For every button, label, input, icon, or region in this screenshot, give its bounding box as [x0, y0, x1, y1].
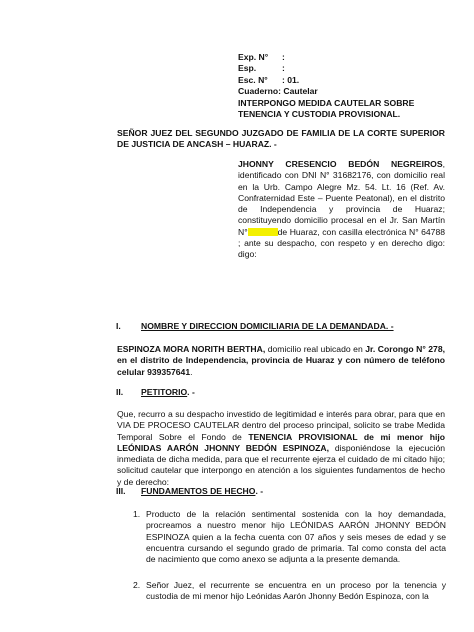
intro-text-2: de Huaraz, con casilla electrónica N° 64788 ; ante su despacho, con respeto y en derecho digo: digo:	[238, 226, 445, 260]
section-2-bold: TENENCIA PROVISIONAL de mi menor hijo LEÓNIDAS AARÓN JHONNY BEDÓN ESPINOZA,	[117, 431, 445, 453]
section-1-text-1: domicilio real ubicado en	[265, 344, 366, 354]
section-3-title-suffix: . -	[255, 486, 264, 496]
section-2-text-1: Que, recurro a su despacho investido de legitimidad e interés para obrar, para que en VIA DE PROCESO CAUTELAR dentro del proceso principal, solicito se trabe Medida Temporal Sobre el Fondo de	[117, 409, 445, 442]
esc-row	[238, 75, 458, 86]
section-2-title: PETITORIO	[141, 387, 188, 397]
sumilla-line-2: TENENCIA Y CUSTODIA PROVISIONAL.	[238, 108, 401, 119]
list-item-text: Señor Juez, el recurrente se encuentra en un proceso por la tenencia y custodia de mi menor hijo Leónidas Aarón Jhonny Bedón Espinoza, con la	[146, 580, 446, 602]
list-item	[133, 509, 446, 565]
highlighted-blank	[248, 228, 278, 236]
section-2-number: II.	[116, 387, 124, 397]
esp-value: :	[282, 63, 285, 74]
intro-paragraph	[238, 159, 445, 261]
case-header	[238, 52, 458, 120]
section-1-heading	[116, 321, 446, 332]
section-2-heading	[116, 387, 446, 398]
section-2-body	[117, 409, 445, 488]
section-1-body	[117, 344, 445, 378]
addressee: SEÑOR JUEZ DEL SEGUNDO JUZGADO DE FAMILIA DE LA CORTE SUPERIOR DE JUSTICIA DE ANCASH – HUARAZ. -	[117, 128, 445, 150]
esc-value: : 01.	[282, 74, 300, 85]
cuaderno-line: Cuaderno: Cautelar	[238, 86, 318, 97]
esc-label: Esc. N°	[238, 74, 268, 85]
esp-label: Esp.	[238, 63, 257, 74]
plaintiff-name: JHONNY CRESENCIO BEDÓN NEGREIROS	[238, 159, 443, 169]
section-2-title-suffix: . -	[187, 387, 195, 397]
exp-value: :	[282, 52, 285, 62]
exp-row	[238, 52, 458, 63]
defendant-name: ESPINOZA MORA NORITH BERTHA,	[117, 344, 266, 354]
defendant-address: Jr. Corongo N° 278, en el distrito de Independencia, provincia de Huaraz y con número de teléfono celular 939357641	[117, 344, 445, 377]
section-3-heading	[116, 486, 446, 497]
section-3-title: FUNDAMENTOS DE HECHO	[141, 486, 256, 496]
list-item-text: Producto de la relación sentimental sostenida con la hoy demandada, procreamos a nuestro menor hijo LEÓNIDAS AARÓN JHONNY BEDÓN ESPINOZA quien a la fecha cuenta con 07 años y seis meses de edad y se encuentra cursando el segundo grado de primaria. Tal como consta del acta de nacimiento que como anexo se adjunta a la presente demanda.	[146, 509, 446, 565]
intro-text-1: , identificado con DNI N° 31682176, con domicilio real en la Urb. Campo Alegre Mz. 54. Lt. 16 (Ref. Av. Confraternidad Este – Puente Peatonal), en el distrito de Independencia y provincia de Huaraz; constituyendo domicilio procesal en el Jr. San Martín N°	[238, 159, 445, 237]
exp-label: Exp. N°	[238, 52, 269, 62]
esp-row	[238, 63, 458, 74]
list-item-number: 1.	[133, 509, 141, 519]
list-item-number: 2.	[133, 580, 141, 590]
sumilla-line-1: INTERPONGO MEDIDA CAUTELAR SOBRE	[238, 97, 415, 108]
section-1-title: NOMBRE Y DIRECCION DOMICILIARIA DE LA DEMANDADA. -	[141, 321, 394, 331]
list-item	[133, 580, 446, 603]
section-3-number: III.	[116, 486, 126, 496]
section-1-number: I.	[116, 321, 121, 331]
section-1-text-3: .	[190, 366, 193, 377]
section-2-text-2: disponiéndose la ejecución inmediata de dicha medida, para que el recurrente ejerza el cuidado de mi citado hijo; solicitud cautelar que interpongo en atención a los siguientes fundamentos de hecho y de derecho:	[117, 442, 445, 487]
